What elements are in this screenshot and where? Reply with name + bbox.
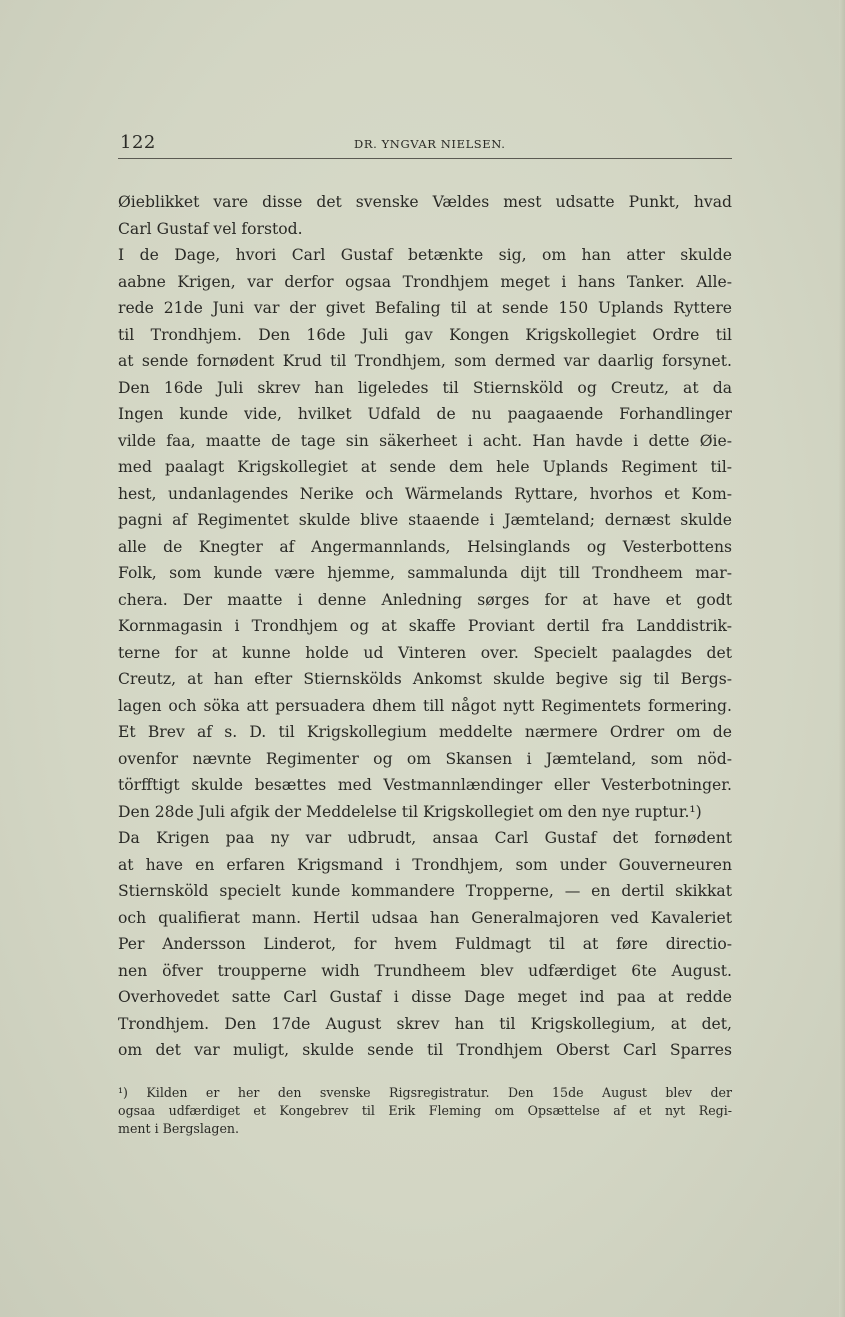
- text-line: Folk, som kunde være hjemme, sammalunda dijt till Trondheem mar-: [118, 564, 732, 582]
- text-line: med paalagt Krigskollegiet at sende dem hele Uplands Regiment til-: [118, 458, 732, 476]
- text-line: at have en erfaren Krigsmand i Trondhjem, som under Gouverneuren: [118, 855, 732, 874]
- text-line: Den 28de Juli afgik der Meddelelse til Krigskollegiet om den nye ruptur.¹): [118, 802, 702, 821]
- text-line: Stiernsköld specielt kunde kommandere Tropperne, — en dertil skikkat: [118, 882, 732, 900]
- text-line: och qualifierat mann. Hertil udsaa han Generalmajoren ved Kavaleriet: [118, 908, 732, 927]
- page-number: 122: [120, 132, 156, 153]
- text-line: törfftigt skulde besættes med Vestmannlændinger eller Vesterbotninger.: [118, 776, 732, 794]
- text-line: terne for at kunne holde ud Vinteren over. Specielt paalagdes det: [118, 643, 732, 662]
- text-line: Øieblikket vare disse det svenske Vældes mest udsatte Punkt, hvad: [118, 193, 732, 211]
- text-line: aabne Krigen, var derfor ogsaa Trondhjem meget i hans Tanker. Alle-: [118, 272, 732, 291]
- text-line: pagni af Regimentet skulde blive staaende i Jæmteland; dernæst skulde: [118, 511, 732, 529]
- footnote-line: ¹) Kilden er her den svenske Rigsregistratur. Den 15de August blev der: [118, 1085, 732, 1100]
- footnote-line: ment i Bergslagen.: [118, 1121, 240, 1137]
- text-line: Kornmagasin i Trondhjem og at skaffe Proviant dertil fra Landdistrik-: [118, 617, 732, 635]
- text-line: Creutz, at han efter Stiernskölds Ankomst skulde begive sig til Bergs-: [118, 670, 732, 688]
- text-line: lagen och söka att persuadera dhem till något nytt Regimentets formering.: [118, 696, 732, 715]
- footnotes: [118, 1084, 732, 1139]
- text-line: alle de Knegter af Angermannlands, Helsinglands og Vesterbottens: [118, 537, 732, 556]
- text-line: Ingen kunde vide, hvilket Udfald de nu paagaaende Forhandlinger: [118, 405, 732, 423]
- text-line: om det var muligt, skulde sende til Trondhjem Oberst Carl Sparres: [118, 1041, 732, 1059]
- text-line: Per Andersson Linderot, for hvem Fuldmagt til at føre directio-: [118, 935, 732, 953]
- text-line: hest, undanlagendes Nerike och Wärmelands Ryttare, hvorhos et Kom-: [118, 484, 732, 503]
- text-line: Et Brev af s. D. til Krigskollegium meddelte nærmere Ordrer om de: [118, 723, 732, 741]
- text-line: chera. Der maatte i denne Anledning sørges for at have et godt: [118, 590, 732, 609]
- text-line: Den 16de Juli skrev han ligeledes til Stiernsköld og Creutz, at da: [118, 378, 732, 397]
- page-header: [118, 132, 732, 159]
- text-line: Trondhjem. Den 17de August skrev han til Krigskollegium, at det,: [118, 1014, 732, 1033]
- text-line: I de Dage, hvori Carl Gustaf betænkte sig, om han atter skulde: [118, 246, 732, 264]
- running-head: DR. YNGVAR NIELSEN.: [354, 137, 506, 151]
- page-edge-shadow: [839, 0, 845, 1317]
- text-line: til Trondhjem. Den 16de Juli gav Kongen Krigskollegiet Ordre til: [118, 325, 732, 344]
- text-line: rede 21de Juni var der givet Befaling til at sende 150 Uplands Ryttere: [118, 299, 732, 317]
- text-line: Da Krigen paa ny var udbrudt, ansaa Carl Gustaf det fornødent: [118, 829, 732, 847]
- text-line: nen öfver troupperne widh Trundheem blev udfærdiget 6te August.: [118, 961, 732, 980]
- footnote-line: ogsaa udfærdiget et Kongebrev til Erik Fleming om Opsættelse af et nyt Regi-: [118, 1103, 732, 1119]
- body-text: [118, 189, 732, 1064]
- text-line: ovenfor nævnte Regimenter og om Skansen i Jæmteland, som nöd-: [118, 749, 732, 768]
- text-line: at sende fornødent Krud til Trondhjem, som dermed var daarlig forsynet.: [118, 352, 732, 370]
- text-line: vilde faa, maatte de tage sin säkerheet i acht. Han havde i dette Øie-: [118, 431, 732, 450]
- text-line: Overhovedet satte Carl Gustaf i disse Dage meget ind paa at redde: [118, 988, 732, 1006]
- text-line: Carl Gustaf vel forstod.: [118, 219, 303, 238]
